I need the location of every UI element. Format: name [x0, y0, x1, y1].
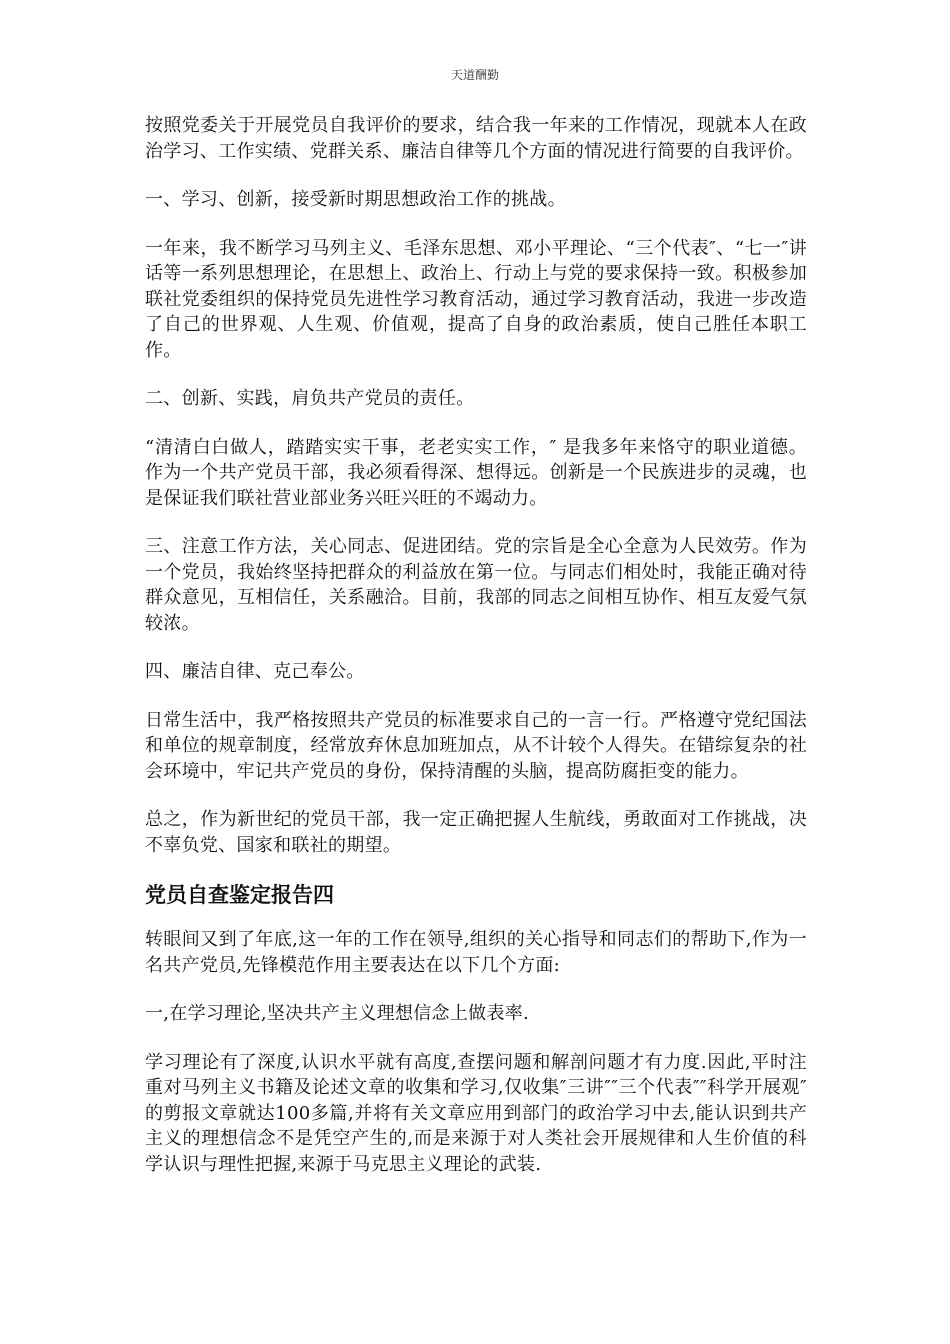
paragraph-innovation: “清清白白做人，踏踏实实干事，老老实实工作，″ 是我多年来恪守的职业道德。作为一个共产党员干部，我必须看得深、想得远。创新是一个民族进步的灵魂，也是保证我们联社营业部业务兴旺兴旺的不竭动力。: [145, 436, 807, 509]
paragraph-study: 一年来，我不断学习马列主义、毛泽东思想、邓小平理论、“三个代表″、“七一″讲话等一系列思想理论，在思想上、政治上、行动上与党的要求保持一致。积极参加联社党委组织的保持党员先进性学习教育活动，通过学习教育活动，我进一步改造了自己的世界观、人生观、价值观，提高了自身的政治素质，使自己胜任本职工作。: [145, 237, 807, 361]
page-header: 天道酬勤: [450, 68, 499, 82]
paragraph-point-three: 三、注意工作方法，关心同志、促进团结。党的宗旨是全心全意为人民效劳。作为一个党员，我始终坚持把群众的利益放在第一位。与同志们相处时，我能正确对待群众意见，互相信任，关系融洽。目前，我部的同志之间相互协作、相互友爱气氛较浓。: [145, 536, 807, 634]
section-title: 党员自查鉴定报告四: [145, 883, 334, 907]
paragraph-point-four: 四、廉洁自律、克己奉公。: [145, 661, 365, 682]
paragraph-report-intro: 转眼间又到了年底,这一年的工作在领导,组织的关心指导和同志们的帮助下,作为一名共产党员,先锋模范作用主要表达在以下几个方面:: [145, 929, 807, 976]
document-body: [145, 113, 807, 1200]
paragraph-daily-life: 日常生活中，我严格按照共产党员的标准要求自己的一言一行。严格遵守党纪国法和单位的规章制度，经常放弃休息加班加点，从不计较个人得失。在错综复杂的社会环境中，牢记共产党员的身份，保持清醒的头脑，提高防腐拒变的能力。: [145, 709, 807, 782]
paragraph-intro: 按照党委关于开展党员自我评价的要求，结合我一年来的工作情况，现就本人在政治学习、工作实绩、党群关系、廉洁自律等几个方面的情况进行简要的自我评价。: [145, 115, 807, 162]
paragraph-report-theory: 学习理论有了深度,认识水平就有高度,查摆问题和解剖问题才有力度.因此,平时注重对马列主义书籍及论述文章的收集和学习,仅收集″三讲″″三个代表″″科学开展观″的剪报文章就达100多篇,并将有关文章应用到部门的政治学习中去,能认识到共产主义的理想信念不是凭空产生的,而是来源于对人类社会开展规律和人生价值的科学认识与理性把握,来源于马克思主义理论的武装.: [145, 1051, 807, 1175]
paragraph-point-two: 二、创新、实践，肩负共产党员的责任。: [145, 388, 475, 409]
paragraph-conclusion: 总之，作为新世纪的党员干部，我一定正确把握人生航线，勇敢面对工作挑战，决不辜负党、国家和联社的期望。: [145, 809, 807, 856]
paragraph-point-one: 一、学习、创新，接受新时期思想政治工作的挑战。: [145, 189, 566, 210]
paragraph-report-point-one: 一,在学习理论,坚决共产主义理想信念上做表率.: [145, 1003, 530, 1024]
